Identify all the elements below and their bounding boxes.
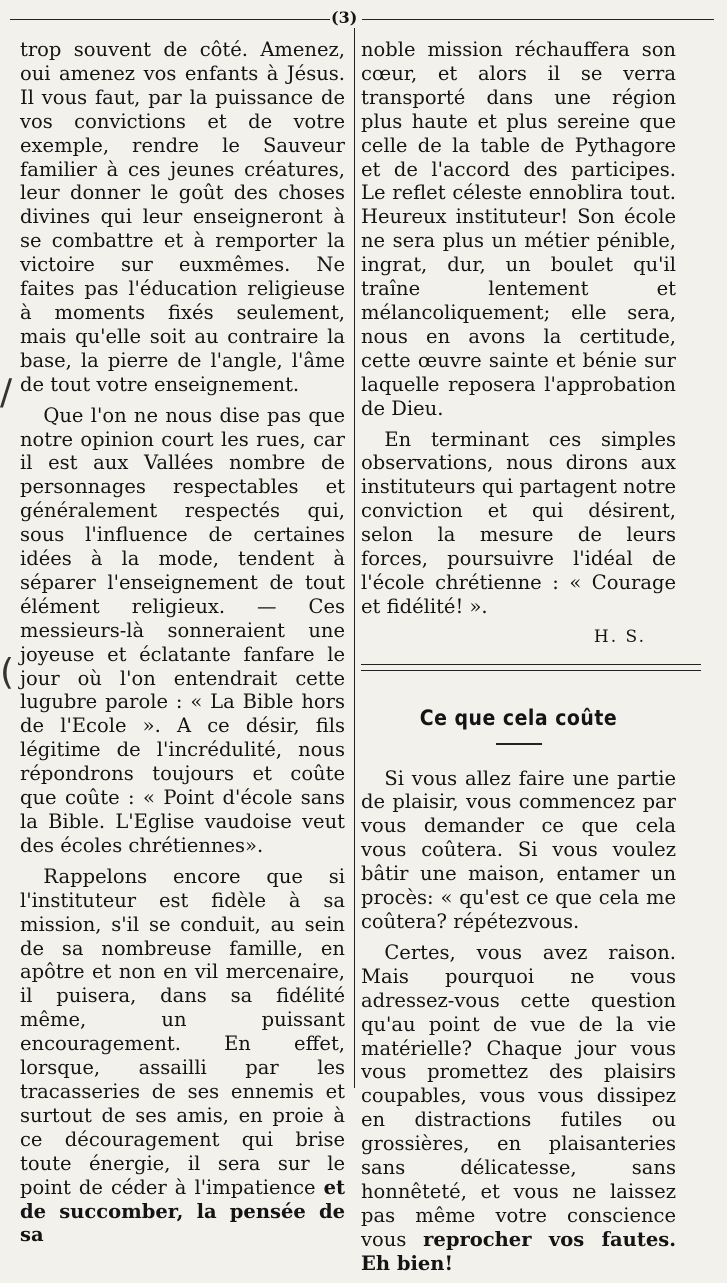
paragraph xyxy=(20,865,345,1248)
paragraph: trop souvent de côté. Amenez, oui amenez vos enfants à Jésus. Il vous faut, par la puissance de vos convictions et de votre exemple, rendre le Sauveur familier à ces jeunes créatures, leur donner le goût des choses divines qui leur enseigneront à se combattre et à remporter la victoire sur euxmêmes. Ne faites pas l'éducation religieuse à moments fixés seulement, mais qu'elle soit au contraire la base, la pierre de l'angle, l'âme de tout votre enseignement. xyxy=(20,38,345,396)
paragraph-text-bold: reprocher vos fautes. Eh bien! xyxy=(361,1227,676,1275)
paragraph-text: Certes, vous avez raison. Mais pourquoi ne vous adressez-vous cette question qu'au point de vue de la vie matérielle? Chaque jour vous vous promettez des plaisirs coupables, vous vous dissipez en distractions futiles ou grossières, en plaisanteries sans délicatesse, sans honnêteté, et vous ne laissez pas même votre conscience vous xyxy=(361,940,676,1251)
right-column xyxy=(361,38,676,1283)
title-underline xyxy=(496,743,542,745)
column-divider xyxy=(354,28,355,1088)
paragraph xyxy=(361,941,676,1276)
paragraph: Que l'on ne nous dise pas que notre opinion court les rues, car il est aux Vallées nombre de personnages respectables et généralement respectés qui, sous l'influence de certaines idées à la mode, tendent à séparer l'enseignement de tout élément religieux. — Ces messieurs-là sonneraient une joyeuse et éclatante fanfare le jour où l'on entendrait cette lugubre parole : « La Bible hors de l'Ecole ». A ce désir, fils légitime de l'incrédulité, nous répondrons toujours et coûte que coûte : « Point d'école sans la Bible. L'Eglise vaudoise veut des écoles chrétiennes». xyxy=(20,403,345,857)
header-rule-left xyxy=(10,19,330,20)
header-rule-right xyxy=(362,19,714,20)
section-separator xyxy=(361,664,701,671)
left-column xyxy=(20,38,345,1254)
margin-pencil-mark: / xyxy=(0,372,13,413)
signature: H. S. xyxy=(593,626,646,647)
paragraph: noble mission réchauffera son cœur, et alors il se verra transporté dans une région plus haute et plus sereine que celle de la table de Pythagore et de l'accord des participes. Le reflet céleste ennoblira tout. Heureux instituteur! Son école ne sera plus un métier pénible, ingrat, dur, un boulet qu'il traîne lentement et mélancoliquement; elle sera, nous en avons la certitude, cette œuvre sainte et bénie sur laquelle reposera l'approbation de Dieu. xyxy=(361,38,676,420)
paragraph: En terminant ces simples observations, nous dirons aux instituteurs qui partagent notre conviction et qui désirent, selon la mesure de leurs forces, poursuivre l'idéal de l'école chrétienne : « Courage et fidélité! ». xyxy=(361,427,676,618)
margin-pencil-mark: ( xyxy=(0,652,15,693)
article-title: Ce que cela coûte xyxy=(419,705,618,730)
paragraph-text-bold: et de succomber, la pensée de sa xyxy=(20,1175,345,1247)
page-number: (3) xyxy=(331,8,358,27)
paragraph: Si vous allez faire une partie de plaisir, vous commencez par vous demander ce que cela vous coûtera. Si vous voulez bâtir une maison, entamer un procès: « qu'est ce que cela me coûtera? répétezvous. xyxy=(361,766,676,933)
paragraph-text: Rappelons encore que si l'instituteur est fidèle à sa mission, s'il se conduit, au sein de sa nombreuse famille, en apôtre et non en vil mercenaire, il puisera, dans sa fidélité même, un puissant encouragement. En effet, lorsque, assailli par les tracasseries de ses ennemis et surtout de ses amis, en proie à ce découragement qui brise toute énergie, il sera sur le point de céder à l'impatience xyxy=(20,864,345,1199)
